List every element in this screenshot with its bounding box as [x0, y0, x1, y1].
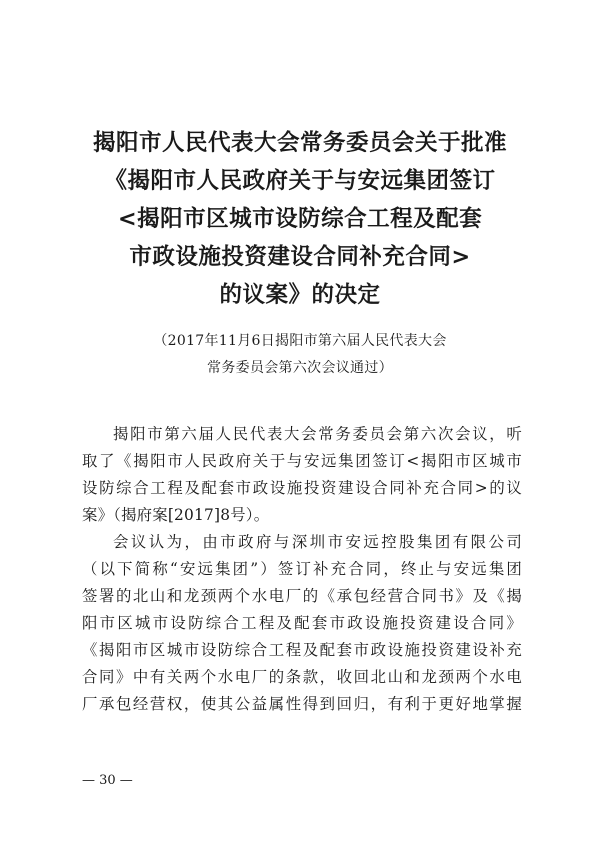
paragraph-2-line-6: 合同》中有关两个水电厂的条款，收回北山和龙颈两个水电	[82, 668, 522, 686]
adoption-note-line-2: 常务委员会第六次会议通过）	[207, 360, 393, 376]
paragraph-1-line-2: 取了《揭阳市人民政府关于与安远集团签订<揭阳市区城市	[82, 452, 522, 470]
paragraph-2-line-2: （以下简称“安远集团”）签订补充合同，终止与安远集团	[82, 560, 522, 578]
paragraph-2	[82, 529, 522, 718]
paragraph-2-line-4: 阳市区城市设防综合工程及配套市政设施投资建设合同》	[82, 614, 522, 632]
title-line-3: <揭阳市区城市设防综合工程及配套	[117, 206, 483, 232]
paragraph-2-line-1: 会议认为，由市政府与深圳市安远控股集团有限公司	[113, 533, 522, 551]
body-text	[82, 421, 522, 718]
title-line-2: 《揭阳市人民政府关于与安远集团签订	[104, 168, 496, 194]
paragraph-1-line-1: 揭阳市第六届人民代表大会常务委员会第六次会议，听	[113, 425, 522, 443]
paragraph-2-line-7: 厂承包经营权，使其公益属性得到回归，有利于更好地掌握	[82, 695, 522, 713]
adoption-note	[40, 328, 560, 382]
document-title	[40, 124, 560, 314]
paragraph-1	[82, 421, 522, 529]
title-line-5: 的议案》的决定	[219, 282, 381, 308]
paragraph-1-line-4: 案》（揭府案[2017]8号）。	[82, 506, 270, 524]
title-line-4: 市政设施投资建设合同补充合同>	[129, 244, 471, 270]
adoption-note-line-1: （2017年11月6日揭阳市第六届人民代表大会	[153, 333, 447, 349]
page-number: — 30 —	[82, 773, 133, 788]
paragraph-1-line-3: 设防综合工程及配套市政设施投资建设合同补充合同>的议	[82, 479, 522, 497]
paragraph-2-line-3: 签署的北山和龙颈两个水电厂的《承包经营合同书》及《揭	[82, 587, 522, 605]
title-line-1: 揭阳市人民代表大会常务委员会关于批准	[92, 130, 507, 156]
paragraph-2-line-5: 《揭阳市区城市设防综合工程及配套市政设施投资建设补充	[82, 641, 522, 659]
